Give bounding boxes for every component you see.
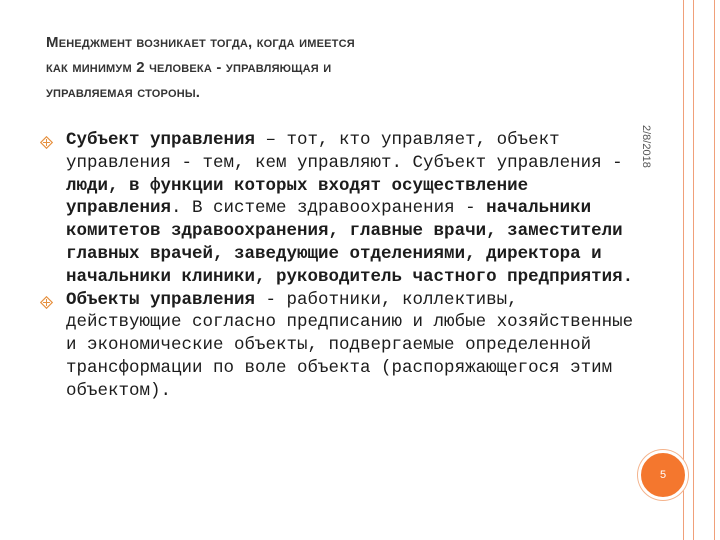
slide-title-line: как минимум 2 человека - управляющая и [46,59,332,76]
bold-text-segment: начальники комитетов здравоохранения, главные врачи, заместители главных врачей, заведующие отделениями, директора и начальники клиники, руководитель частного предприятия. [66,198,634,287]
bold-text-segment: Субъект управления [66,130,256,150]
decorative-line [693,0,694,540]
decorative-line [683,0,684,540]
text-segment: . В системе здравоохранения - [171,198,487,219]
slide-title-line: Менеджмент возникает тогда, когда имеется [46,34,355,51]
slide-title [46,30,626,105]
bullet-diamond-icon [40,294,53,307]
slide-title-line: управляемая стороны. [46,84,201,101]
bold-text-segment: люди, в функции которых входят осуществление управления [66,175,529,219]
bullet-item [40,289,640,403]
bold-text-segment: Объекты управления [66,289,256,310]
slide-date: 2/8/2018 [640,125,652,168]
bullet-text [66,289,640,403]
page-number: 5 [659,469,667,481]
page-number-badge [638,450,688,500]
text-segment: – тот, кто управляет, объект управления - тем, кем управляют. Субъект управления - [66,130,623,173]
bullet-text [66,129,640,289]
decorative-line [714,0,715,540]
bullet-item [40,129,640,289]
bullet-diamond-icon [40,134,53,147]
bullet-list [40,129,640,403]
text-segment: - работники, коллективы, действующие согласно предписанию и любые хозяйственные и экономические объекты, подвергаемые определенной трансформации по воле объекта (распоряжающегося этим объектом). [66,289,634,401]
